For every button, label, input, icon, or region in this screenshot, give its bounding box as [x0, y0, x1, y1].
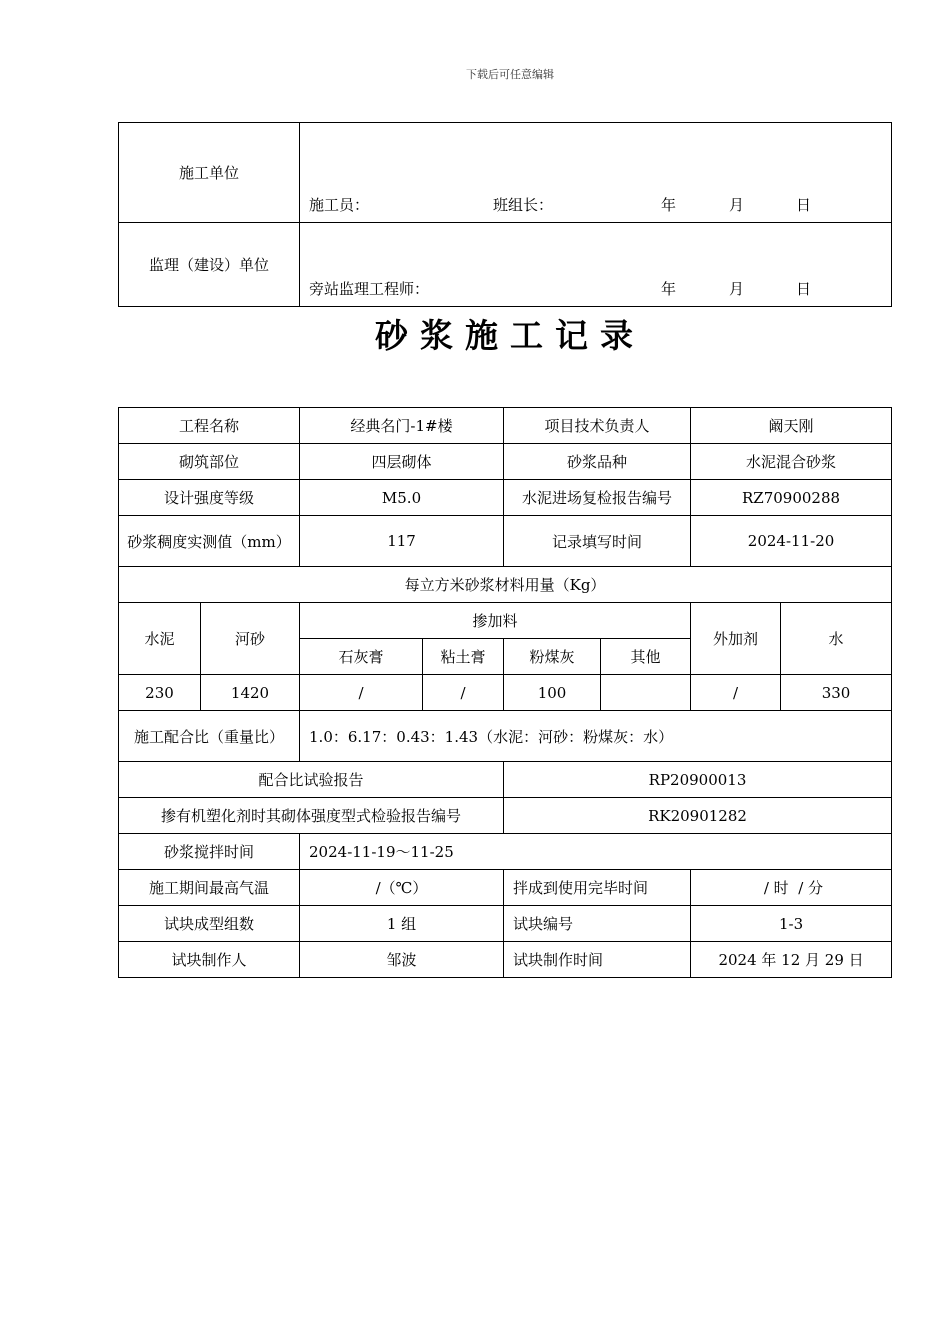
day-label: 日 — [796, 280, 812, 298]
team-leader-label: 班组长： — [493, 196, 554, 214]
specimen-time-value: 2024 年 12 月 29 日 — [691, 942, 892, 978]
specimen-no-value: 1-3 — [691, 906, 892, 942]
cement-label: 水泥 — [119, 603, 201, 675]
supervision-unit-label: 监理（建设）单位 — [119, 223, 300, 307]
water-value: 330 — [781, 675, 892, 711]
year-label: 年 — [661, 280, 677, 298]
use-time-value: / 时 / 分 — [691, 870, 892, 906]
admixture-label: 掺加料 — [300, 603, 691, 639]
clay-label: 粘土膏 — [423, 639, 504, 675]
mixing-time-value: 2024-11-19～11-25 — [300, 834, 892, 870]
construction-unit-label: 施工单位 — [119, 123, 300, 223]
design-grade-label: 设计强度等级 — [119, 480, 300, 516]
use-time-label: 拌成到使用完毕时间 — [504, 870, 691, 906]
lime-label: 石灰膏 — [300, 639, 423, 675]
project-name-label: 工程名称 — [119, 408, 300, 444]
month-label: 月 — [729, 196, 745, 214]
masonry-part-label: 砌筑部位 — [119, 444, 300, 480]
specimen-time-label: 试块制作时间 — [504, 942, 691, 978]
year-label: 年 — [661, 196, 677, 214]
design-grade-value: M5.0 — [300, 480, 504, 516]
consistency-label: 砂浆稠度实测值（mm） — [119, 516, 300, 567]
mixing-time-label: 砂浆搅拌时间 — [119, 834, 300, 870]
specimen-maker-label: 试块制作人 — [119, 942, 300, 978]
signature-table — [118, 122, 892, 307]
water-label: 水 — [781, 603, 892, 675]
sand-label: 河砂 — [201, 603, 300, 675]
header-note: 下载后可任意编辑 — [466, 68, 554, 81]
consistency-value: 117 — [300, 516, 504, 567]
specimen-groups-value: 1 组 — [300, 906, 504, 942]
tech-lead-label: 项目技术负责人 — [504, 408, 691, 444]
mortar-type-value: 水泥混合砂浆 — [691, 444, 892, 480]
tech-lead-value: 阚天刚 — [691, 408, 892, 444]
plasticizer-report-value: RK20901282 — [504, 798, 892, 834]
specimen-groups-label: 试块成型组数 — [119, 906, 300, 942]
specimen-maker-value: 邹波 — [300, 942, 504, 978]
cement-report-label: 水泥进场复检报告编号 — [504, 480, 691, 516]
flyash-label: 粉煤灰 — [504, 639, 601, 675]
mortar-record-table — [118, 407, 892, 978]
max-temp-label: 施工期间最高气温 — [119, 870, 300, 906]
mix-report-value: RP20900013 — [504, 762, 892, 798]
page-title: 砂浆施工记录 — [375, 316, 645, 355]
materials-header: 每立方米砂浆材料用量（Kg） — [119, 567, 892, 603]
month-label: 月 — [729, 280, 745, 298]
construction-unit-signature — [300, 123, 892, 223]
masonry-part-value: 四层砌体 — [300, 444, 504, 480]
mortar-type-label: 砂浆品种 — [504, 444, 691, 480]
mix-ratio-label: 施工配合比（重量比） — [119, 711, 300, 762]
other-value — [601, 675, 691, 711]
supervisor-label: 旁站监理工程师： — [309, 280, 430, 298]
clay-value: / — [423, 675, 504, 711]
record-time-label: 记录填写时间 — [504, 516, 691, 567]
mix-ratio-value: 1.0：6.17：0.43：1.43（水泥：河砂：粉煤灰：水） — [300, 711, 892, 762]
other-label: 其他 — [601, 639, 691, 675]
max-temp-value: /（℃） — [300, 870, 504, 906]
lime-value: / — [300, 675, 423, 711]
sand-value: 1420 — [201, 675, 300, 711]
additive-label: 外加剂 — [691, 603, 781, 675]
record-time-value: 2024-11-20 — [691, 516, 892, 567]
day-label: 日 — [796, 196, 812, 214]
cement-report-value: RZ70900288 — [691, 480, 892, 516]
supervision-unit-signature — [300, 223, 892, 307]
plasticizer-report-label: 掺有机塑化剂时其砌体强度型式检验报告编号 — [119, 798, 504, 834]
mix-report-label: 配合比试验报告 — [119, 762, 504, 798]
flyash-value: 100 — [504, 675, 601, 711]
additive-value: / — [691, 675, 781, 711]
specimen-no-label: 试块编号 — [504, 906, 691, 942]
project-name-value: 经典名门-1#楼 — [300, 408, 504, 444]
cement-value: 230 — [119, 675, 201, 711]
constructor-label: 施工员： — [309, 196, 370, 214]
